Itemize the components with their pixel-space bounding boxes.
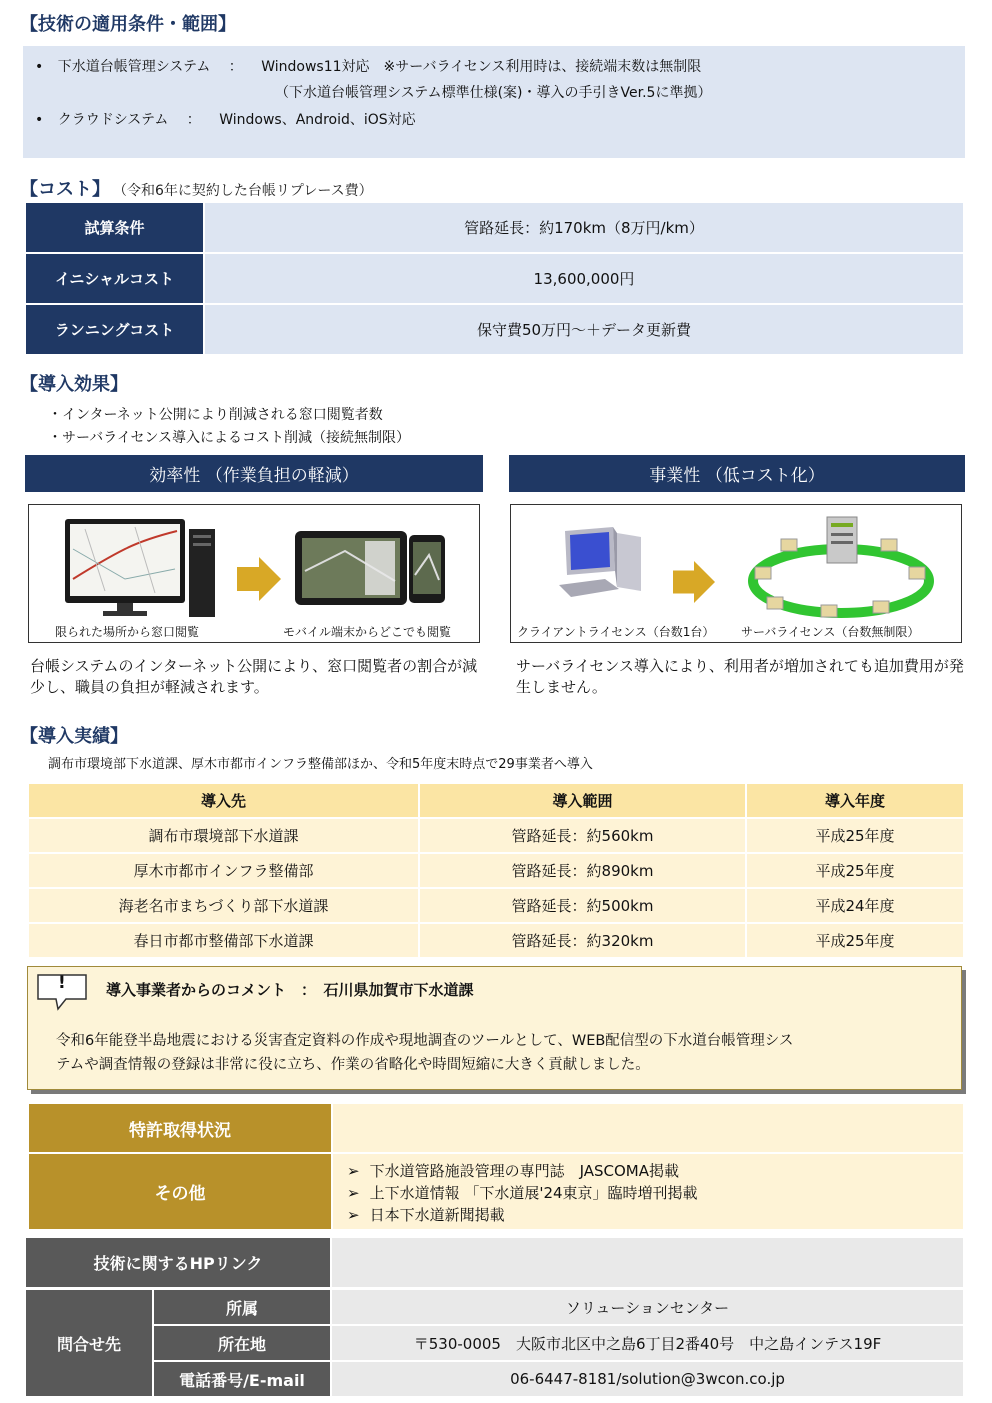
business-heading: 事業性 （低コスト化） — [509, 455, 965, 492]
table-row — [29, 819, 963, 852]
arrow-bullet-icon: ➢ — [347, 1184, 360, 1202]
cost-row — [26, 254, 963, 303]
scope-item-1-note: （下水道台帳管理システム標準仕様(案)・導入の手引きVer.5に準拠） — [275, 85, 712, 101]
results-cell: 厚木市都市インフラ整備部 — [29, 854, 418, 887]
other-label: その他 — [29, 1154, 331, 1229]
results-cell: 平成24年度 — [747, 889, 963, 922]
efficiency-heading: 効率性 （作業負担の軽減） — [25, 455, 483, 492]
contact-label: 所在地 — [154, 1326, 330, 1360]
scope-item-2-text: Windows、Android、iOS対応 — [219, 112, 416, 128]
effect-line: ・サーバライセンス導入によるコスト削減（接続無制限） — [48, 430, 411, 446]
cost-value: 管路延長：約170km（8万円/km） — [205, 203, 963, 252]
cost-value: 13,600,000円 — [205, 254, 963, 303]
efficiency-illustration — [28, 504, 480, 643]
caption-server: サーバライセンス（台数無制限） — [741, 625, 920, 639]
cost-row — [26, 203, 963, 252]
client-pc-icon — [557, 527, 657, 607]
patent-label: 特許取得状況 — [29, 1104, 331, 1152]
desktop-pc-icon — [65, 519, 225, 621]
results-cell: 平成25年度 — [747, 924, 963, 957]
comment-box — [27, 966, 962, 1090]
patent-value — [333, 1104, 963, 1152]
cost-label: イニシャルコスト — [26, 254, 203, 303]
list-item — [347, 1204, 505, 1225]
contact-label: 所属 — [154, 1290, 330, 1324]
comment-heading: 導入事業者からのコメント ： 石川県加賀市下水道課 — [106, 981, 474, 999]
bullet-icon: • — [35, 112, 44, 128]
results-header: 導入年度 — [747, 784, 963, 817]
bullet-icon: • — [35, 59, 44, 75]
comment-line-2: テムや調査情報の登録は非常に役に立ち、作業の省略化や時間短縮に大きく貢献しました。 — [56, 1057, 650, 1073]
scope-box — [23, 46, 965, 158]
cost-title-text: 【コスト】 — [20, 179, 110, 200]
other-item-text: 下水道管路施設管理の専門誌 JASCOMA掲載 — [369, 1162, 680, 1180]
contact-group-label: 問合せ先 — [26, 1290, 152, 1396]
cost-value: 保守費50万円～＋データ更新費 — [205, 305, 963, 354]
caption-mobile: モバイル端末からどこでも閲覧 — [283, 625, 452, 639]
contact-affiliation: ソリューションセンター — [332, 1290, 963, 1324]
table-row — [29, 854, 963, 887]
contact-address: 〒530-0005 大阪市北区中之島6丁目2番40号 中之島インテス19F — [332, 1326, 963, 1360]
contact-phone-email[interactable]: 06-6447-8181/solution@3wcon.co.jp — [332, 1362, 963, 1396]
results-cell: 平成25年度 — [747, 854, 963, 887]
results-cell: 海老名市まちづくり部下水道課 — [29, 889, 418, 922]
other-item-text: 上下水道情報 「下水道展'24東京」臨時増刊掲載 — [369, 1184, 698, 1202]
caption-client: クライアントライセンス（台数1台） — [517, 625, 715, 639]
results-title: 【導入実績】 — [20, 726, 128, 747]
cost-label: ランニングコスト — [26, 305, 203, 354]
results-summary: 調布市環境部下水道課、厚木市都市インフラ整備部ほか、令和5年度末時点で29事業者へ導入 — [48, 757, 593, 772]
table-row — [29, 924, 963, 957]
cost-subtitle: （令和6年に契約した台帳リプレース費） — [120, 183, 373, 199]
caption-desktop: 限られた場所から窓口閲覧 — [55, 625, 200, 639]
table-row — [29, 889, 963, 922]
other-list — [333, 1154, 963, 1229]
arrow-bullet-icon: ➢ — [347, 1162, 360, 1180]
scope-item-2-name: クラウドシステム — [57, 112, 169, 128]
results-table — [29, 784, 963, 957]
results-cell: 管路延長：約560km — [420, 819, 745, 852]
tablet-icon — [295, 531, 407, 605]
results-cell: 管路延長：約890km — [420, 854, 745, 887]
comment-line-1: 令和6年能登半島地震における災害査定資料の作成や現地調査のツールとして、WEB配信型の下水道台帳管理シス — [56, 1033, 794, 1049]
cost-row — [26, 305, 963, 354]
results-header-row — [29, 784, 963, 817]
hp-link-label: 技術に関するHPリンク — [26, 1238, 330, 1287]
arrow-right-icon — [237, 557, 281, 601]
scope-item-1 — [35, 56, 701, 76]
server-network-icon — [741, 509, 941, 625]
contact-label: 電話番号/E-mail — [154, 1362, 330, 1396]
results-header: 導入先 — [29, 784, 418, 817]
results-cell: 平成25年度 — [747, 819, 963, 852]
cost-label: 試算条件 — [26, 203, 203, 252]
list-item — [347, 1182, 698, 1203]
hp-link-value[interactable] — [332, 1238, 963, 1287]
effect-line: ・インターネット公開により削減される窓口閲覧者数 — [48, 407, 383, 423]
comment-icon-mark: ! — [58, 973, 66, 993]
scope-item-2-sep: ： — [186, 112, 201, 128]
results-header: 導入範囲 — [420, 784, 745, 817]
arrow-right-icon — [673, 561, 715, 603]
business-illustration — [510, 504, 962, 643]
scope-title: 【技術の適用条件・範囲】 — [20, 14, 236, 35]
scope-item-1-sep: ： — [228, 59, 243, 75]
results-cell: 管路延長：約500km — [420, 889, 745, 922]
scope-item-2 — [35, 109, 416, 129]
efficiency-text: 台帳システムのインターネット公開により、窓口閲覧者の割合が減少し、職員の負担が軽減されます。 — [30, 657, 478, 696]
business-text: サーバライセンス導入により、利用者が増加されても追加費用が発生しません。 — [516, 657, 964, 696]
effect-title: 【導入効果】 — [20, 374, 128, 395]
cost-title — [20, 175, 373, 201]
results-cell: 調布市環境部下水道課 — [29, 819, 418, 852]
arrow-bullet-icon: ➢ — [347, 1206, 360, 1224]
scope-item-1-text: Windows11対応 ※サーバライセンス利用時は、接続端末数は無制限 — [261, 59, 702, 75]
scope-item-1-name: 下水道台帳管理システム — [57, 59, 211, 75]
list-item — [347, 1160, 679, 1181]
smartphone-icon — [409, 535, 445, 603]
results-cell: 管路延長：約320km — [420, 924, 745, 957]
other-item-text: 日本下水道新聞掲載 — [369, 1206, 505, 1224]
results-cell: 春日市都市整備部下水道課 — [29, 924, 418, 957]
